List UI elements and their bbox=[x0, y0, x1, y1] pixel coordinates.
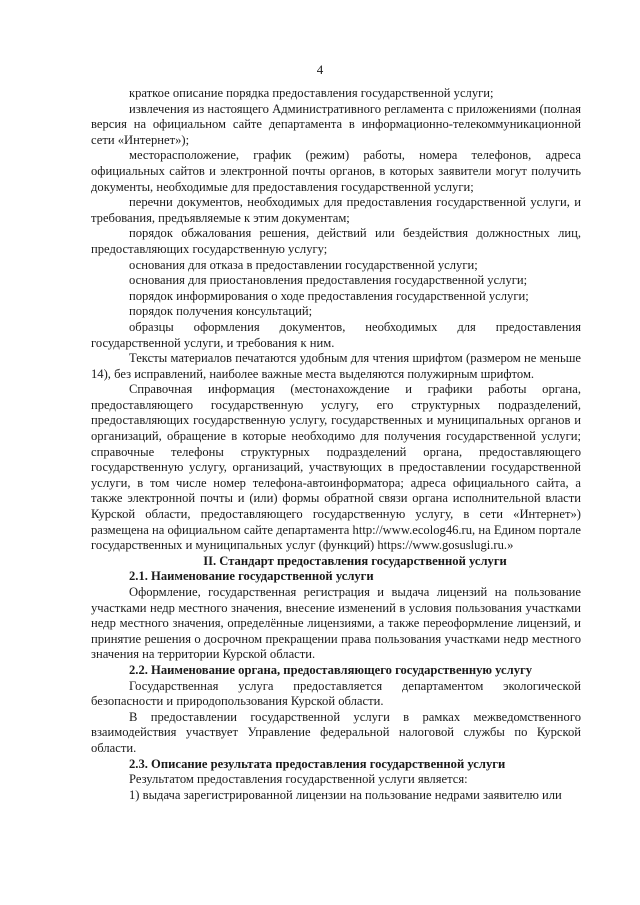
paragraph: основания для отказа в предоставлении государственной услуги; bbox=[129, 257, 478, 272]
paragraph: Тексты материалов печатаются удобным для чтения шрифтом (размером не меньше 14), без исправлений, наиболее важные места выделяются полужирным шрифтом. bbox=[91, 351, 581, 381]
section-title: II. Стандарт предоставления государственной услуги bbox=[203, 553, 507, 568]
paragraph: порядок информирования о ходе предоставления государственной услуги; bbox=[129, 288, 529, 303]
paragraph: Государственная услуга предоставляется департаментом экологической безопасности и природопользования Курской области. bbox=[91, 678, 581, 709]
paragraph: основания для приостановления предоставления государственной услуги; bbox=[129, 273, 528, 288]
paragraph: Оформление, государственная регистрация и выдача лицензий на пользование участками недр местного значения, внесение изменений в условия пользования участками недр местного значения, определённые лицензиями, а также переоформление лицензий, и принятие решения о досрочном прекращении права пользования участками недр местного значения на территории Курской области. bbox=[91, 585, 581, 662]
paragraph: Справочная информация (местонахождение и графики работы органа, предоставляющего государственную услугу, его структурных подразделений, предоставляющих государственную услугу, государственных и муниципальных органов и организаций, обращение в которые необходимо для получения государственной услуги; справочные телефоны структурных подразделений органа, предоставляющего государственную услугу, организаций, участвующих в предоставлении государственной услуги, в том числе номер телефона-автоинформатора; адреса официального сайта, а также электронной почты и (или) формы обратной связи органа исполнительной власти Курской области, предоставляющего государственную услугу, в сети «Интернет») размещена на официальном сайте департамента http://www.ecolog46.ru, на Едином портале государственных и муниципальных услуг (функций) https://www.gosuslugi.ru.» bbox=[91, 382, 581, 553]
page-number: 4 bbox=[316, 62, 324, 77]
subsection-heading-2-3: 2.3. Описание результата предоставления государственной услуги bbox=[129, 756, 506, 771]
document-body bbox=[91, 86, 581, 803]
paragraph: извлечения из настоящего Административного регламента с приложениями (полная версия на официальном сайте департамента в информационно-телекоммуникационной сети «Интернет»); bbox=[91, 101, 581, 147]
paragraph: порядок обжалования решения, действий или бездействия должностных лиц, предоставляющих государственную услугу; bbox=[91, 226, 581, 256]
subsection-heading-2-2: 2.2. Наименование органа, предоставляющего государственную услугу bbox=[129, 662, 533, 677]
paragraph: В предоставлении государственной услуги в рамках межведомственного взаимодействия участвует Управление федеральной налоговой службы по Курской области. bbox=[91, 709, 581, 755]
paragraph: порядок получения консультаций; bbox=[129, 304, 313, 319]
paragraph: 1) выдача зарегистрированной лицензии на пользование недрами заявителю или bbox=[129, 787, 562, 802]
paragraph: месторасположение, график (режим) работы, номера телефонов, адреса официальных сайтов и электронной почты органов, в которых заявители могут получить документы, необходимые для предоставления государственной услуги; bbox=[91, 148, 581, 194]
paragraph: перечни документов, необходимых для предоставления государственной услуги, и требования, предъявляемые к этим документам; bbox=[91, 195, 581, 225]
paragraph: краткое описание порядка предоставления государственной услуги; bbox=[129, 86, 494, 100]
paragraph: образцы оформления документов, необходимых для предоставления государственной услуги, и требования к ним. bbox=[91, 319, 581, 350]
paragraph: Результатом предоставления государственной услуги является: bbox=[129, 772, 468, 787]
subsection-heading-2-1: 2.1. Наименование государственной услуги bbox=[129, 569, 374, 584]
